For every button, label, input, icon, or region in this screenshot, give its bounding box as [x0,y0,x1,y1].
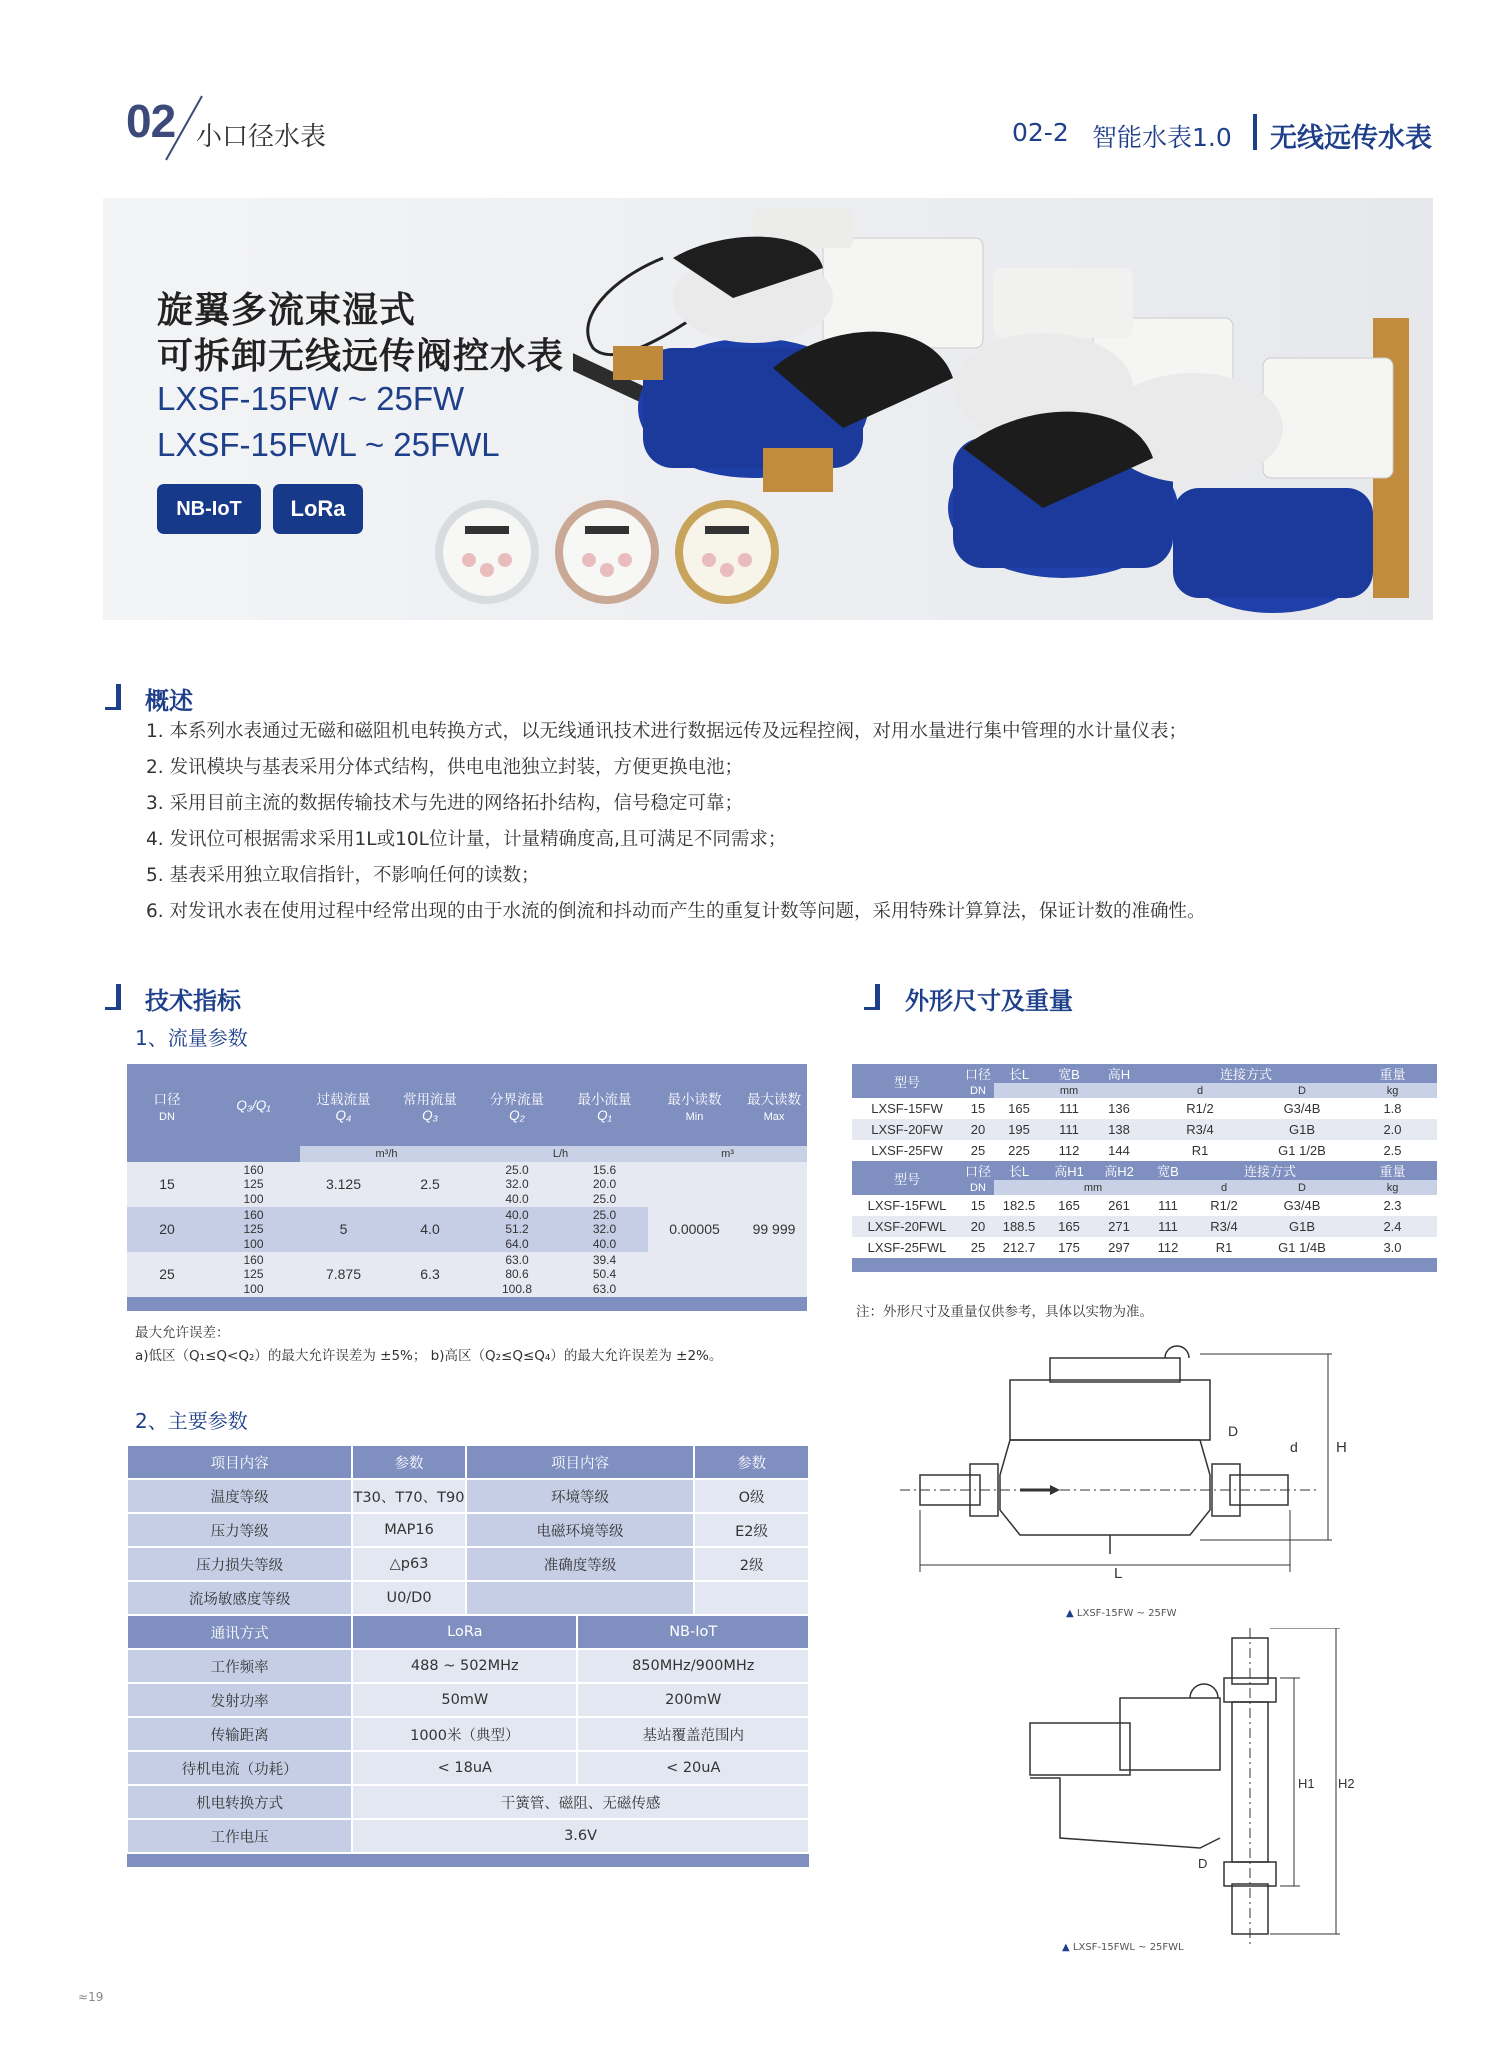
dim-cell: 2.4 [1383,1219,1402,1234]
flow-header-dn: 口径 DN [127,1064,207,1146]
dim2-header-connection: 连接方式 [1192,1161,1348,1180]
dim2-unit-D: D [1256,1180,1348,1195]
dim-unit-dn: DN [962,1083,994,1098]
dim-cell: R1/2 [1210,1198,1238,1213]
dim-cell: 297 [1108,1240,1130,1255]
dim2-row [852,1195,1437,1216]
drawing2-caption-text: LXSF-15FWL ~ 25FWL [1072,1942,1184,1953]
overview-heading-bar-foot [105,707,117,710]
dim-cell: 175 [1058,1240,1080,1255]
flow-params-table [127,1064,807,1311]
dim2-header-dn: 口径 [962,1161,994,1180]
dim-cell: LXSF-25FW [871,1143,943,1158]
flow-dn: 20 [159,1221,175,1238]
dim-label-D: D [1228,1423,1239,1439]
chapter-number: 02 [126,95,176,147]
dim-cell: G1B [1288,1219,1315,1234]
error-title: 最大允许误差： [135,1325,230,1341]
param-value: 1000米（典型） [352,1717,577,1751]
dim-cell: R1 [1191,1143,1209,1158]
param-label [466,1581,694,1615]
param-value: △p63 [352,1547,466,1581]
dim2-header-h2: 高H2 [1094,1161,1144,1180]
dim-header-dn: 口径 [962,1064,994,1083]
dim-unit-d: d [1144,1083,1256,1098]
overview-line: 2. 发讯模块与基表采用分体式结构，供电电池独立封装，方便更换电池； [146,757,744,778]
main-params-heading: 2、主要参数 [135,1409,248,1433]
flow-dn: 15 [159,1176,175,1193]
dim-cell: 2.3 [1383,1198,1402,1213]
dim-cell: LXSF-20FW [871,1122,943,1137]
dims-heading-bar-foot [864,1007,876,1010]
dim-cell: 212.7 [1002,1240,1036,1255]
tech-heading: 技术指标 [145,987,241,1015]
param-value: 488 ~ 502MHz [352,1649,577,1683]
dim-cell: 3.0 [1383,1240,1402,1255]
comm-header: 通讯方式 [127,1615,352,1649]
dim2-unit-d: d [1192,1180,1256,1195]
dim-cell: 138 [1108,1122,1130,1137]
flow-min-reading: 0.00005 [648,1162,741,1297]
param-value: 50mW [352,1683,577,1717]
dim2-header-h1: 高H1 [1044,1161,1094,1180]
dim-cell: 195 [1008,1122,1030,1137]
param-label: 环境等级 [466,1479,694,1513]
flow-q1: 25.0 32.0 40.0 [592,1208,617,1251]
dim-cell: 111 [1059,1101,1079,1116]
dim2-unit-mm: mm [994,1180,1192,1195]
dim-header-connection: 连接方式 [1144,1064,1348,1083]
dims-note: 注：外形尺寸及重量仅供参考，具体以实物为准。 [856,1304,1153,1320]
dim-cell: G3/4B [1283,1101,1321,1116]
dim-cell: 111 [1158,1198,1178,1213]
dim-unit-mm: mm [994,1083,1144,1098]
param-value: 850MHz/900MHz [577,1649,809,1683]
param-value: 2级 [694,1547,809,1581]
param-label: 工作电压 [127,1819,352,1853]
dims-heading: 外形尺寸及重量 [905,987,1073,1015]
dim-cell: G1B [1288,1122,1315,1137]
param-label: 准确度等级 [466,1547,694,1581]
dim2-header-b: 宽B [1144,1161,1192,1180]
comm-header-nbiot: NB-IoT [577,1615,809,1649]
param-label: 电磁环境等级 [466,1513,694,1547]
drawing-lxsf-fw [900,1340,1360,1610]
lora-badge: LoRa [273,484,363,534]
dim-label-h2: H2 [1338,1776,1355,1791]
param-value: < 20uA [577,1751,809,1785]
unit-m3: m³ [648,1146,807,1162]
dim2-unit-kg: kg [1348,1180,1437,1195]
nb-iot-badge: NB-IoT [157,484,261,534]
comm-header-lora: LoRa [352,1615,577,1649]
product-banner [103,198,1433,620]
dimensions-table [852,1064,1437,1272]
model-line1: LXSF-15FW ~ 25FW [157,380,465,417]
flow-q2: 40.0 51.2 64.0 [505,1208,529,1251]
param-value: 基站覆盖范围内 [577,1717,809,1751]
dim-unit-kg: kg [1348,1083,1437,1098]
dim-unit-D: D [1256,1083,1348,1098]
dim-cell: 165 [1058,1198,1080,1213]
overview-line: 4. 发讯位可根据需求采用1L或10L位计量，计量精确度高,且可满足不同需求； [146,829,787,850]
flow-q2: 63.0 80.6 100.8 [501,1253,533,1296]
dim-cell: LXSF-15FW [871,1101,943,1116]
flow-ratio: 160 125 100 [243,1208,264,1251]
dim2-row [852,1216,1437,1237]
flow-dn: 25 [159,1266,175,1283]
dim-cell: 188.5 [1002,1219,1036,1234]
flow-params-heading: 1、流量参数 [135,1026,248,1050]
overview-line: 3. 采用目前主流的数据传输技术与先进的网络拓扑结构，信号稳定可靠； [146,793,744,814]
main-header: 项目内容 [127,1445,352,1479]
param-label: 压力损失等级 [127,1547,352,1581]
param-value: U0/D0 [352,1581,466,1615]
dim-cell: 182.5 [1002,1198,1036,1213]
dim-cell: 271 [1108,1219,1130,1234]
dim-label-d: d [1290,1439,1298,1455]
drawing1-caption-text: LXSF-15FW ~ 25FW [1076,1608,1177,1619]
dim-row [852,1098,1437,1119]
flow-header-q1: 最小流量 Q₁ [561,1064,648,1146]
dim-cell: 111 [1158,1219,1178,1234]
dim-cell: 111 [1059,1122,1079,1137]
dim-cell: 165 [1008,1101,1030,1116]
flow-ratio: 160 125 100 [243,1163,264,1206]
water-meter-products-image [573,198,1433,620]
param-value: O级 [694,1479,809,1513]
dim-cell: 225 [1008,1143,1030,1158]
flow-header-q3: 常用流量 Q₃ [387,1064,473,1146]
param-label: 传输距离 [127,1717,352,1751]
model-line2: LXSF-15FWL ~ 25FWL [157,426,500,463]
triangle-marker-icon: ▲ [1066,1608,1074,1619]
dim-cell: 136 [1108,1101,1130,1116]
flow-q4: 3.125 [325,1176,362,1193]
dim-row [852,1119,1437,1140]
dim-cell: G1 1/2B [1278,1143,1326,1158]
flow-q1: 39.4 50.4 63.0 [592,1253,617,1296]
flow-header-min: 最小读数 Min [648,1064,741,1146]
dim-cell: 15 [970,1198,986,1213]
flow-q4: 7.875 [325,1266,362,1283]
product-title-line2: 可拆卸无线远传阀控水表 [157,336,565,377]
product-title-line1: 旋翼多流束湿式 [157,290,417,331]
overview-line: 6. 对发讯水表在使用过程中经常出现的由于水流的倒流和抖动而产生的重复计数等问题，采用特殊计算算法，保证计数的准确性。 [146,901,1206,922]
dim-cell: 25 [970,1143,986,1158]
param-label: 压力等级 [127,1513,352,1547]
dim2-header-l: 长L [994,1161,1044,1180]
overview-heading: 概述 [145,687,193,715]
dim-cell: R3/4 [1186,1122,1214,1137]
main-params-table [126,1444,810,1867]
dim-cell: 20 [970,1122,986,1137]
flow-q2: 25.0 32.0 40.0 [505,1163,529,1206]
dim-cell: R3/4 [1210,1219,1238,1234]
param-label: 待机电流（功耗） [127,1751,352,1785]
flow-q3: 2.5 [420,1176,440,1193]
param-label: 工作频率 [127,1649,352,1683]
dim-cell: 112 [1058,1143,1080,1158]
dim-header-b: 宽B [1044,1064,1094,1083]
main-header: 参数 [352,1445,466,1479]
overview-line: 5. 基表采用独立取信指针，不影响任何的读数； [146,865,540,886]
param-value: 200mW [577,1683,809,1717]
dim-cell: 144 [1108,1143,1130,1158]
triangle-marker-icon: ▲ [1062,1942,1070,1953]
section-code: 02-2 [1012,118,1069,147]
dim-cell: G3/4B [1283,1198,1321,1213]
param-value: T30、T70、T90 [352,1479,466,1513]
dim-header-l: 长L [994,1064,1044,1083]
chapter-title: 小口径水表 [196,122,327,152]
param-label: 发射功率 [127,1683,352,1717]
flow-header-max: 最大读数 Max [741,1064,807,1146]
dim-cell: 2.0 [1383,1122,1402,1137]
page-number [78,1990,103,2004]
drawing2-caption [1062,1942,1184,1953]
main-header: 项目内容 [466,1445,694,1479]
section-title: 无线远传水表 [1270,123,1432,154]
drawing1-caption [1066,1608,1177,1619]
param-value: MAP16 [352,1513,466,1547]
dim-cell: R1/2 [1186,1101,1214,1116]
dim2-header-model: 型号 [852,1161,962,1195]
flow-header-q2: 分界流量 Q₂ [473,1064,561,1146]
dim-header-weight: 重量 [1348,1064,1437,1083]
section-subtitle: 智能水表1.0 [1092,123,1232,152]
dim-cell: LXSF-15FWL [867,1198,947,1213]
flow-q4: 5 [339,1221,348,1238]
dim-label-l: L [1114,1565,1123,1582]
flow-q3: 4.0 [420,1221,440,1238]
tech-heading-bar-foot [105,1007,117,1010]
dim-cell: LXSF-25FWL [867,1240,947,1255]
param-value: 3.6V [352,1819,809,1853]
param-value: E2级 [694,1513,809,1547]
dim-cell: 261 [1108,1198,1130,1213]
drawing-lxsf-fwl [1000,1628,1360,1948]
section-divider [1253,114,1257,150]
dim-cell: LXSF-20FWL [867,1219,947,1234]
dim-cell: 112 [1157,1240,1179,1255]
flow-q3: 6.3 [420,1266,440,1283]
dim2-unit-dn: DN [962,1180,994,1195]
dim-cell: 20 [970,1219,986,1234]
unit-m3h: m³/h [300,1146,473,1162]
wave-icon: ≈ [78,1990,89,2004]
dim-cell: 25 [970,1240,986,1255]
error-text: a)低区（Q₁≤Q<Q₂）的最大允许误差为 ±5%； b)高区（Q₂≤Q≤Q₄）的最大允许误差为 ±2%。 [135,1348,723,1364]
dim-cell: 1.8 [1383,1101,1402,1116]
dim2-row [852,1237,1437,1258]
dim-label-D2: D [1198,1856,1208,1871]
flow-ratio: 160 125 100 [243,1253,264,1296]
param-value: 干簧管、磁阻、无磁传感 [352,1785,809,1819]
dim-header-model: 型号 [852,1064,962,1098]
param-label: 流场敏感度等级 [127,1581,352,1615]
dim-label-h: H [1336,1439,1347,1456]
dim-cell: 15 [970,1101,986,1116]
param-label: 温度等级 [127,1479,352,1513]
dim-cell: 2.5 [1383,1143,1402,1158]
param-value: < 18uA [352,1751,577,1785]
flow-max-reading: 99 999 [741,1162,807,1297]
dim-row [852,1140,1437,1161]
dim-cell: 165 [1058,1219,1080,1234]
flow-header-q4: 过载流量 Q₄ [300,1064,387,1146]
overview-line: 1. 本系列水表通过无磁和磁阻机电转换方式，以无线通讯技术进行数据远传及远程控阀，对用水量进行集中管理的水计量仪表； [146,721,1188,742]
flow-q1: 15.6 20.0 25.0 [592,1163,617,1206]
main-header: 参数 [694,1445,809,1479]
param-value [694,1581,809,1615]
page-number-text: 19 [88,1990,104,2004]
dim2-header-weight: 重量 [1348,1161,1437,1180]
param-label: 机电转换方式 [127,1785,352,1819]
dim-label-h1: H1 [1298,1776,1315,1791]
dim-cell: G1 1/4B [1278,1240,1326,1255]
dim-cell: R1 [1215,1240,1233,1255]
unit-lh: L/h [473,1146,648,1162]
flow-header-ratio: Q₃/Q₁ [207,1064,300,1146]
dim-header-h: 高H [1094,1064,1144,1083]
